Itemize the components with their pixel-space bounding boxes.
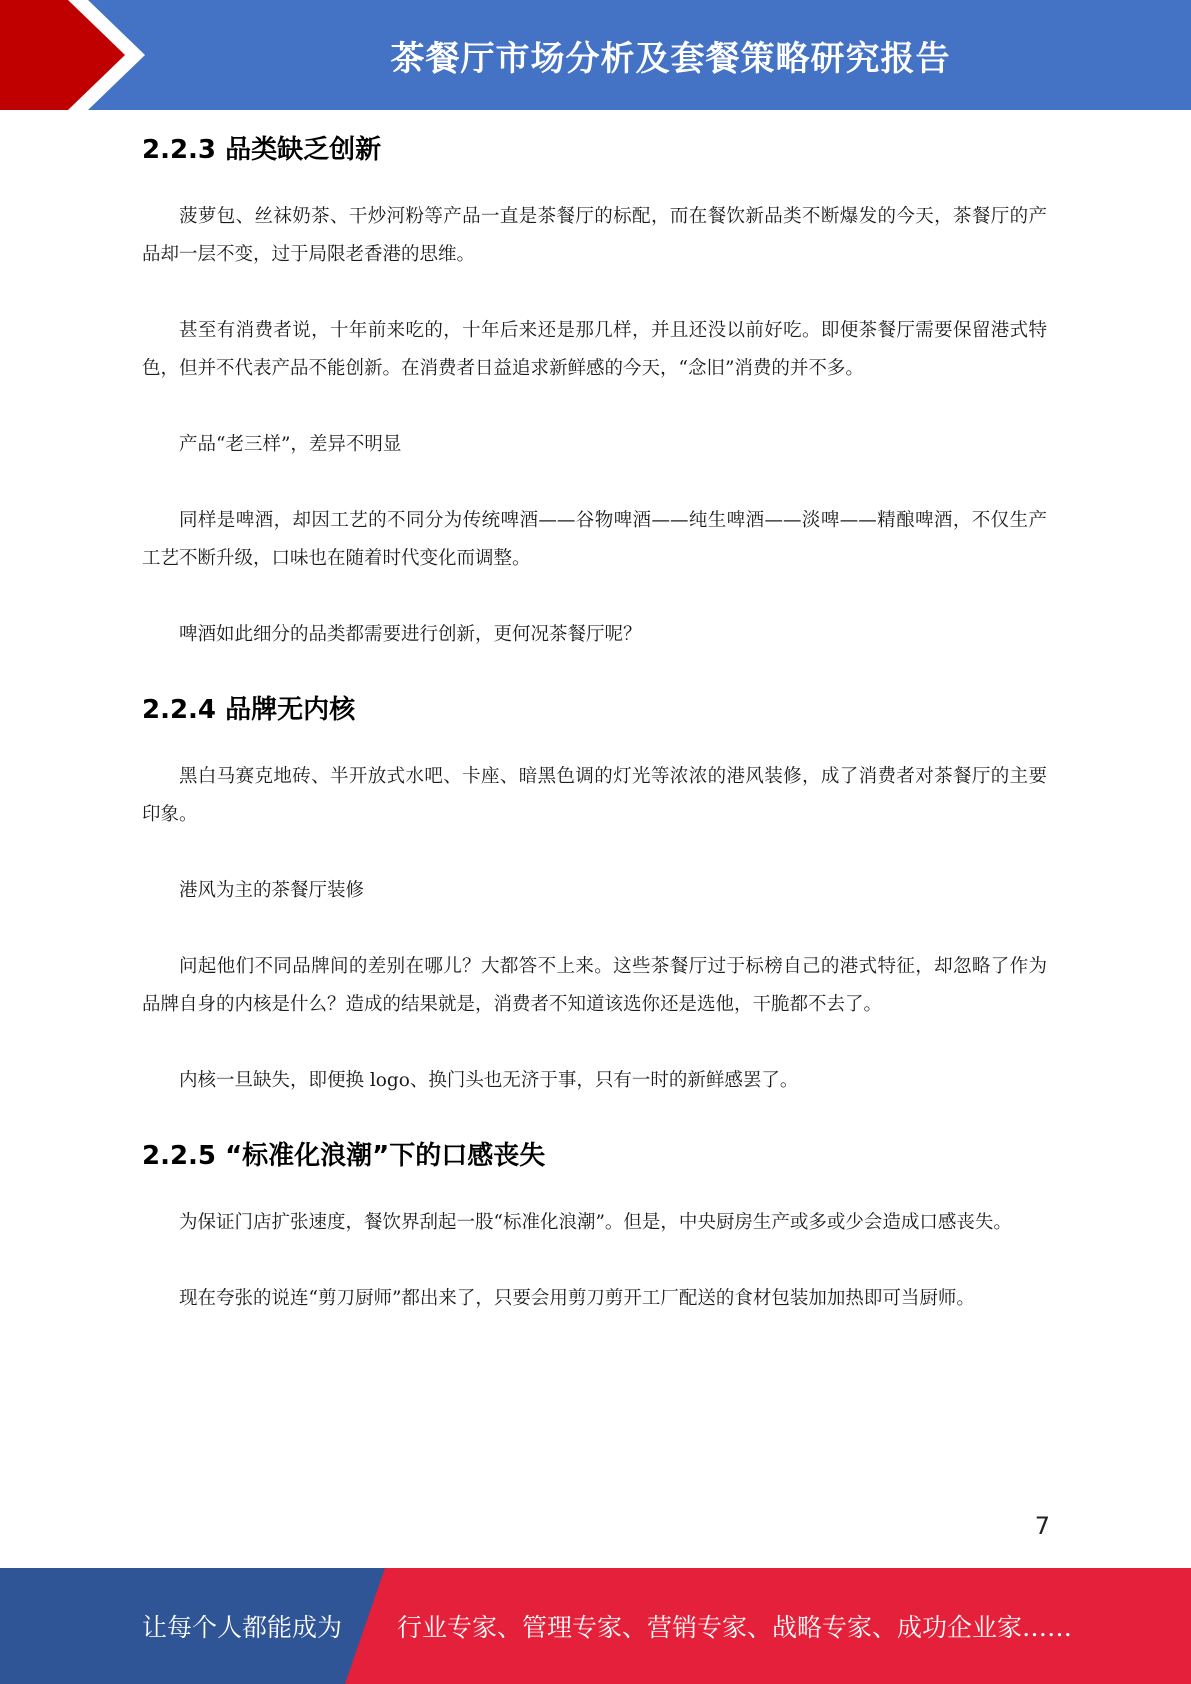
chevron-arrow-icon	[0, 0, 160, 110]
document-title: 茶餐厅市场分析及套餐策略研究报告	[390, 38, 951, 79]
paragraph: 产品“老三样”，差异不明显	[179, 434, 402, 455]
section-brand-core	[142, 692, 1047, 1100]
footer-slogan-left: 让每个人都能成为	[142, 1613, 343, 1642]
paragraph: 内核一旦缺失，即便换 logo、换门头也无济于事，只有一时的新鲜感罢了。	[179, 1070, 799, 1091]
paragraph: 问起他们不同品牌间的差别在哪儿？大都答不上来。这些茶餐厅过于标榜自己的港式特征，却忽略了作为品牌自身的内核是什么？造成的结果就是，消费者不知道该选你还是选他，干脆都不去了。	[142, 956, 1047, 1015]
section-heading: 2.2.3 品类缺乏创新	[142, 135, 382, 165]
paragraph: 黑白马赛克地砖、半开放式水吧、卡座、暗黑色调的灯光等浓浓的港风装修，成了消费者对茶餐厅的主要印象。	[142, 766, 1047, 825]
page-header	[0, 0, 1191, 110]
section-category-innovation	[142, 132, 1047, 654]
paragraph: 啤酒如此细分的品类都需要进行创新，更何况茶餐厅呢？	[179, 624, 642, 645]
main-content	[142, 118, 1047, 1356]
page-number: 7	[1034, 1512, 1050, 1540]
paragraph: 现在夸张的说连“剪刀厨师”都出来了，只要会用剪刀剪开工厂配送的食材包装加加热即可当厨师。	[179, 1288, 975, 1309]
paragraph: 为保证门店扩张速度，餐饮界刮起一股“标准化浪潮”。但是，中央厨房生产或多或少会造成口感丧失。	[179, 1212, 1012, 1233]
section-heading: 2.2.5 “标准化浪潮”下的口感丧失	[142, 1141, 546, 1171]
page-footer	[0, 1568, 1191, 1684]
section-standardization	[142, 1138, 1047, 1318]
paragraph: 港风为主的茶餐厅装修	[179, 880, 365, 901]
paragraph: 甚至有消费者说，十年前来吃的，十年后来还是那几样，并且还没以前好吃。即便茶餐厅需要保留港式特色，但并不代表产品不能创新。在消费者日益追求新鲜感的今天，“念旧”消费的并不多。	[142, 320, 1047, 379]
paragraph: 菠萝包、丝袜奶茶、干炒河粉等产品一直是茶餐厅的标配，而在餐饮新品类不断爆发的今天，茶餐厅的产品却一层不变，过于局限老香港的思维。	[142, 206, 1047, 265]
paragraph: 同样是啤酒，却因工艺的不同分为传统啤酒——谷物啤酒——纯生啤酒——淡啤——精酿啤酒，不仅生产工艺不断升级，口味也在随着时代变化而调整。	[142, 510, 1047, 569]
footer-slogan-right: 行业专家、管理专家、营销专家、战略专家、成功企业家……	[397, 1613, 1073, 1642]
section-heading: 2.2.4 品牌无内核	[142, 695, 356, 725]
